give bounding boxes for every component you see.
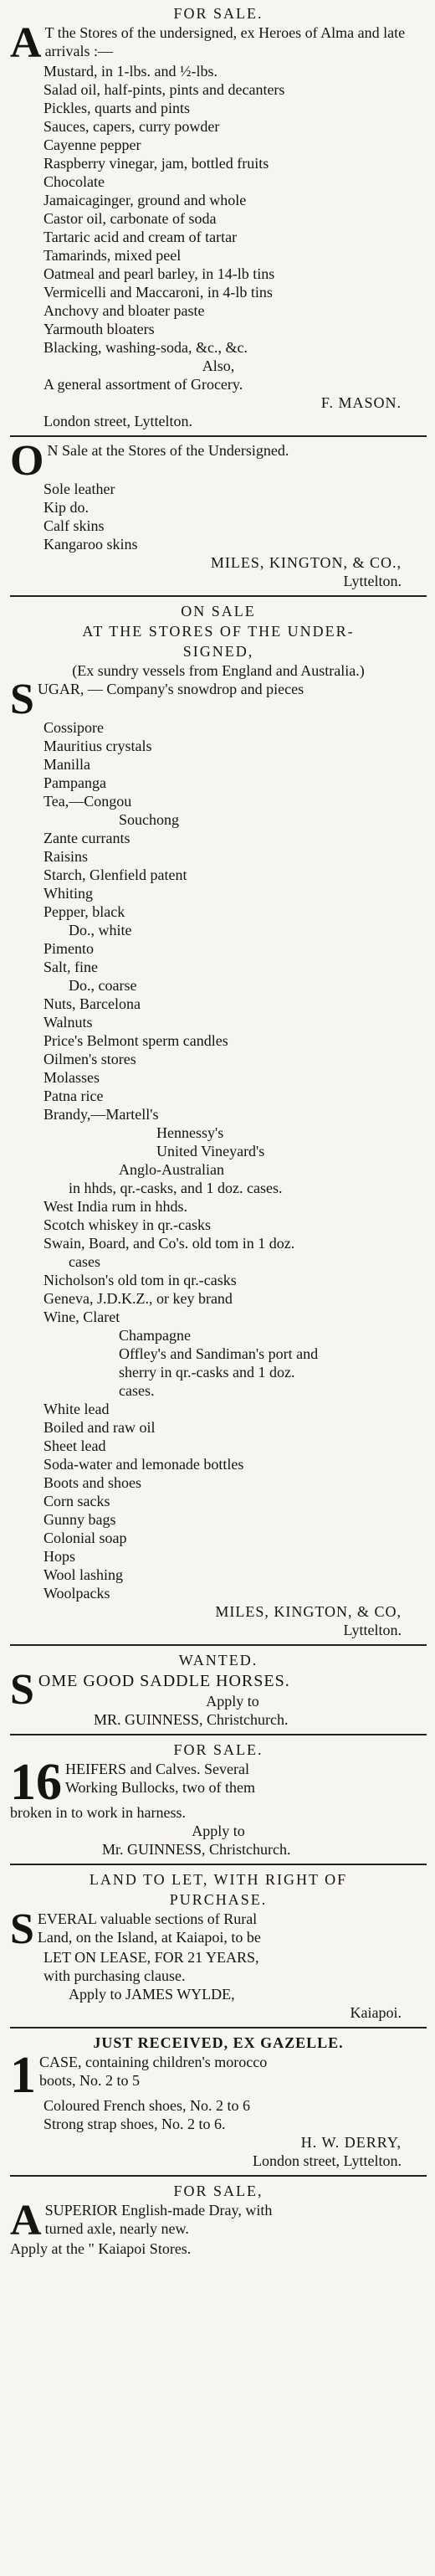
list-item: cases <box>69 1253 100 1270</box>
ad-for-sale-heifers <box>10 1740 427 1859</box>
list-item: Mauritius crystals <box>44 738 152 754</box>
ad-heading: LAND TO LET, WITH RIGHT OF <box>89 1871 348 1888</box>
ad-line: Kaiapoi. <box>350 2004 402 2021</box>
ad-line: Apply to <box>192 1823 245 1839</box>
ad-line: Coloured French shoes, No. 2 to 6 <box>44 2097 250 2114</box>
list-item: Sauces, capers, curry powder <box>44 118 220 135</box>
divider <box>10 1734 427 1735</box>
ad-line: EVERAL valuable sections of Rural <box>37 1910 258 1927</box>
list-item: cases. <box>119 1382 155 1399</box>
ad-line: Strong strap shoes, No. 2 to 6. <box>44 2116 226 2132</box>
list-item: Gunny bags <box>44 1511 116 1528</box>
ad-heading: FOR SALE. <box>173 1741 264 1758</box>
list-item: Yarmouth bloaters <box>44 321 155 337</box>
drop-cap: A <box>10 19 42 67</box>
ad-just-received <box>10 2033 427 2170</box>
list-item: Raspberry vinegar, jam, bottled fruits <box>44 155 269 172</box>
list-item: Champagne <box>119 1327 191 1344</box>
ad-heading: SIGNED, <box>182 643 254 660</box>
ad-heading: FOR SALE. <box>173 5 264 22</box>
list-item: Pickles, quarts and pints <box>44 100 190 116</box>
divider <box>10 595 427 597</box>
ad-line: LET ON LEASE, FOR 21 YEARS, <box>44 1949 259 1966</box>
ad-line: with purchasing clause. <box>44 1967 186 1984</box>
list-item: Wine, Claret <box>44 1309 120 1325</box>
ad-line: boots, No. 2 to 5 <box>39 2072 141 2089</box>
ad-line: Apply to JAMES WYLDE, <box>69 1986 235 2003</box>
ad-line: Apply at the " Kaiapoi Stores. <box>10 2240 192 2257</box>
item-list <box>10 62 427 357</box>
list-item: Blacking, washing-soda, &c., &c. <box>44 339 248 356</box>
ad-intro: N Sale at the Stores of the Undersigned. <box>47 442 289 459</box>
list-item: White lead <box>44 1401 110 1417</box>
list-item: sherry in qr.-casks and 1 doz. <box>119 1364 295 1381</box>
address: London street, Lyttelton. <box>44 413 192 429</box>
list-item: Anchovy and bloater paste <box>44 302 205 319</box>
ad-wanted-horses <box>10 1650 427 1729</box>
drop-cap: O <box>10 437 44 485</box>
list-item: Starch, Glenfield patent <box>44 866 187 883</box>
list-item: Soda-water and lemonade bottles <box>44 1456 244 1473</box>
ad-line: SUPERIOR English-made Dray, with <box>44 2202 273 2219</box>
list-item: Tamarinds, mixed peel <box>44 247 182 264</box>
ad-note: (Ex sundry vessels from England and Australia.) <box>72 662 365 679</box>
drop-cap: S <box>10 676 34 723</box>
ad-heading: PURCHASE. <box>169 1891 268 1908</box>
list-item: Souchong <box>119 811 179 828</box>
ad-heading: JUST RECEIVED, EX GAZELLE. <box>93 2034 344 2051</box>
ad-line: turned axle, nearly new. <box>44 2220 189 2237</box>
ad-line: CASE, containing children's morocco <box>39 2054 268 2070</box>
list-item: Brandy,—Martell's <box>44 1106 159 1123</box>
list-item: Patna rice <box>44 1087 104 1104</box>
list-item: Tea,—Congou <box>44 793 132 810</box>
ad-line: Land, on the Island, at Kaiapoi, to be <box>37 1929 261 1946</box>
ad-on-sale-stores <box>10 601 427 1639</box>
ad-intro: UGAR, — Company's snowdrop and pieces <box>37 681 304 697</box>
list-item: Kangaroo skins <box>44 536 138 553</box>
ad-line: MR. GUINNESS, Christchurch. <box>94 1711 289 1728</box>
list-item: Oatmeal and pearl barley, in 14-lb tins <box>44 265 275 282</box>
place: Lyttelton. <box>343 1622 402 1638</box>
list-item: Pepper, black <box>44 903 125 920</box>
signature: MILES, KINGTON, & CO., <box>210 554 402 571</box>
ad-intro: T the Stores of the undersigned, ex Heroes of Alma and late arrivals :— <box>44 24 406 59</box>
divider <box>10 1864 427 1865</box>
list-item: Boiled and raw oil <box>44 1419 156 1436</box>
list-item: Chocolate <box>44 173 105 190</box>
list-item: Boots and shoes <box>44 1474 141 1491</box>
drop-cap: A <box>10 2197 42 2244</box>
list-item: Corn sacks <box>44 1493 110 1509</box>
list-item: Sheet lead <box>44 1437 106 1454</box>
list-item: Molasses <box>44 1069 100 1086</box>
ad-heading: FOR SALE, <box>173 2183 264 2199</box>
ad-line: broken in to work in harness. <box>10 1804 186 1821</box>
divider <box>10 1644 427 1646</box>
general-text: A general assortment of Grocery. <box>44 376 243 393</box>
list-item: Kip do. <box>44 499 89 516</box>
list-item: Offley's and Sandiman's port and <box>119 1345 319 1362</box>
list-item: Geneva, J.D.K.Z., or key brand <box>44 1290 233 1307</box>
list-item: Jamaicaginger, ground and whole <box>44 192 247 208</box>
list-item: Cossipore <box>44 719 104 736</box>
ad-heading: ON SALE <box>181 603 256 620</box>
list-item: Anglo-Australian <box>119 1161 224 1178</box>
drop-cap: 1 <box>10 2047 36 2104</box>
list-item: Sole leather <box>44 481 115 497</box>
also-text: Also, <box>202 357 235 374</box>
place: Lyttelton. <box>343 573 402 589</box>
list-item: Castor oil, carbonate of soda <box>44 210 217 227</box>
list-item: Woolpacks <box>44 1585 110 1602</box>
list-item: Hops <box>44 1548 76 1565</box>
ad-heading: WANTED. <box>178 1652 258 1668</box>
drop-cap: S <box>10 1666 35 1714</box>
list-item: Price's Belmont sperm candles <box>44 1032 228 1049</box>
list-item: Oilmen's stores <box>44 1051 136 1067</box>
signature: H. W. DERRY, <box>300 2134 402 2151</box>
signature: MILES, KINGTON, & CO, <box>215 1603 402 1620</box>
divider <box>10 2175 427 2177</box>
ad-land-to-let <box>10 1869 427 2022</box>
list-item: Hennessy's <box>156 1124 224 1141</box>
list-item: Nuts, Barcelona <box>44 995 141 1012</box>
list-item: Wool lashing <box>44 1566 124 1583</box>
list-item: Do., white <box>69 922 132 938</box>
list-item: Whiting <box>44 885 93 902</box>
ad-for-sale-mason <box>10 3 427 430</box>
list-item: Tartaric acid and cream of tartar <box>44 229 238 245</box>
list-item: Cayenne pepper <box>44 136 141 153</box>
list-item: Scotch whiskey in qr.-casks <box>44 1216 211 1233</box>
list-item: Salt, fine <box>44 959 98 975</box>
list-item: in hhds, qr.-casks, and 1 doz. cases. <box>69 1180 283 1196</box>
list-item: West India rum in hhds. <box>44 1198 188 1215</box>
signature: F. MASON. <box>320 394 402 411</box>
list-item: Walnuts <box>44 1014 93 1031</box>
list-item: Manilla <box>44 756 90 773</box>
list-item: Mustard, in 1-lbs. and ½-lbs. <box>44 63 218 80</box>
list-item: Vermicelli and Maccaroni, in 4-lb tins <box>44 284 273 301</box>
list-item: Swain, Board, and Co's. old tom in 1 doz. <box>44 1235 295 1252</box>
ad-line: OME GOOD SADDLE HORSES. <box>38 1672 290 1690</box>
ad-line: Mr. GUINNESS, Christchurch. <box>102 1841 291 1858</box>
drop-cap: 16 <box>10 1754 62 1811</box>
divider <box>10 2027 427 2028</box>
ad-on-sale-leather <box>10 437 427 590</box>
list-item: Zante currants <box>44 830 130 846</box>
list-item: Do., coarse <box>69 977 137 994</box>
drop-cap: S <box>10 1905 34 1953</box>
divider <box>10 435 427 437</box>
ad-for-sale-dray <box>10 2181 427 2258</box>
list-item: United Vineyard's <box>156 1143 265 1159</box>
list-item: Nicholson's old tom in qr.-casks <box>44 1272 237 1288</box>
list-item: Pimento <box>44 940 95 957</box>
ad-line: HEIFERS and Calves. Several <box>65 1761 249 1777</box>
item-list <box>10 718 427 1602</box>
list-item: Pampanga <box>44 774 106 791</box>
list-item: Raisins <box>44 848 89 865</box>
ad-line: London street, Lyttelton. <box>253 2152 402 2169</box>
ad-line: Working Bullocks, two of them <box>65 1779 256 1796</box>
ad-line: Apply to <box>206 1693 259 1710</box>
list-item: Colonial soap <box>44 1530 127 1546</box>
list-item: Salad oil, half-pints, pints and decanters <box>44 81 285 98</box>
list-item: Calf skins <box>44 517 105 534</box>
ad-heading: AT THE STORES OF THE UNDER- <box>82 623 355 640</box>
